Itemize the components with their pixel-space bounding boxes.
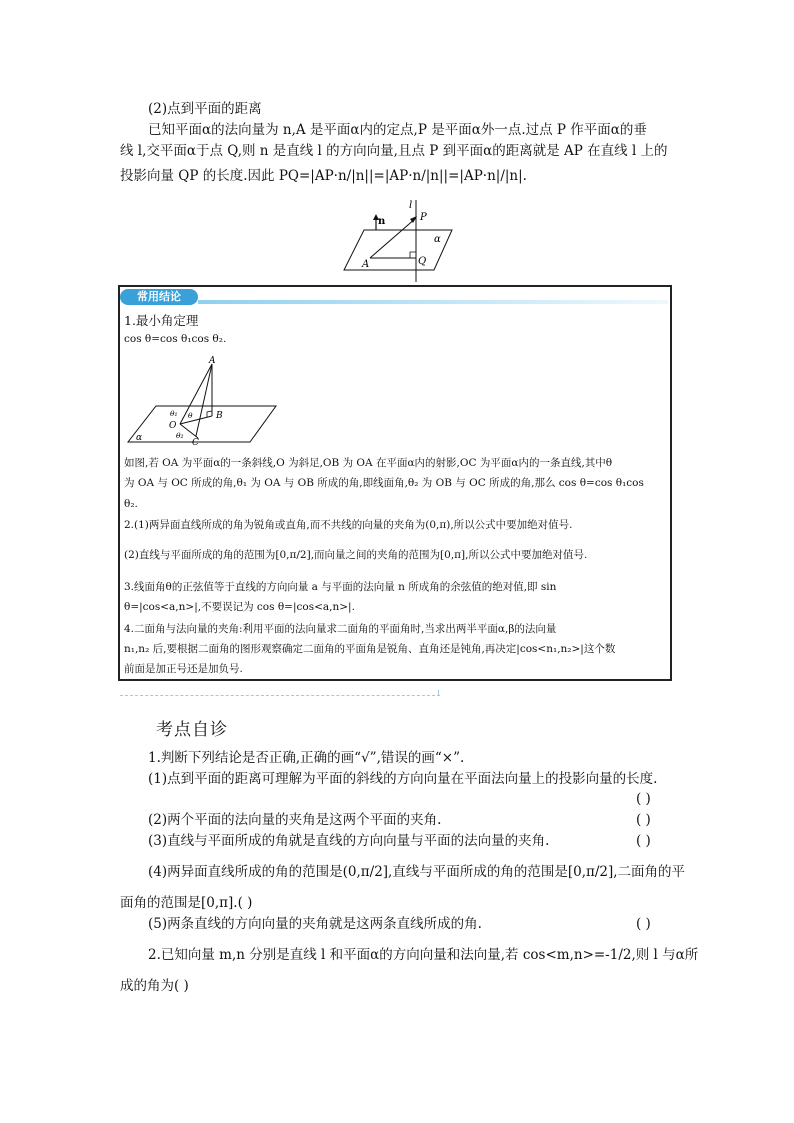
label-theta: θ bbox=[188, 411, 193, 420]
paragraph-line: 投影向量 QP 的长度.因此 PQ=|AP·n/|n||=|AP·n/|n||=|AP·n|/|n|. bbox=[120, 168, 527, 184]
q1-statement-2: (2)两个平面的法向量的夹角是这两个平面的夹角. bbox=[148, 812, 442, 828]
item2a: 2.(1)两异面直线所成的角为锐角或直角,而不共线的向量的夹角为(0,π),所以公式中要加绝对值号. bbox=[124, 519, 573, 531]
label-p: P bbox=[420, 212, 427, 223]
item3-line: θ=|cos<a,n>|,不要误记为 cos θ=|cos<a,n>|. bbox=[124, 601, 355, 613]
answer-blank[interactable]: ( ) bbox=[636, 791, 651, 807]
q2-line[interactable]: 成的角为( ) bbox=[120, 978, 189, 994]
label-b: B bbox=[216, 411, 223, 421]
label-c: C bbox=[192, 438, 199, 448]
label-theta1: θ₁ bbox=[170, 409, 178, 418]
section2-title: 考点自诊 bbox=[156, 720, 228, 740]
label-o: O bbox=[169, 421, 177, 431]
point-plane-figure bbox=[340, 196, 460, 286]
conclusions-badge: 常用结论 bbox=[120, 289, 198, 305]
item1-line: 如图,若 OA 为平面α的一条斜线,O 为斜足,OB 为 OA 在平面α内的射影,OC 为平面α内的一条直线,其中θ bbox=[124, 457, 613, 469]
answer-blank[interactable]: ( ) bbox=[636, 812, 651, 828]
item1-line: 为 OA 与 OC 所成的角,θ₁ 为 OA 与 OB 所成的角,即线面角,θ₂ 为 OB 与 OC 所成的角,那么 cos θ=cos θ₁cos bbox=[124, 477, 644, 489]
q1-stem: 1.判断下列结论是否正确,正确的画“√”,错误的画“×”. bbox=[148, 750, 465, 766]
label-a: A bbox=[209, 356, 216, 366]
label-l: l bbox=[409, 200, 413, 211]
q1-statement-1: (1)点到平面的距离可理解为平面的斜线的方向向量在平面法向量上的投影向量的长度. bbox=[148, 771, 658, 787]
label-a: A bbox=[362, 259, 370, 270]
item4-line: n₁,n₂ 后,要根据二面角的图形观察确定二面角的平面角是锐角、直角还是钝角,再决定|cos<n₁,n₂>|这个数 bbox=[124, 643, 616, 655]
item1-title: 1.最小角定理 bbox=[124, 313, 199, 328]
label-theta2: θ₂ bbox=[176, 431, 184, 440]
label-q: Q bbox=[418, 256, 427, 267]
paragraph-line: 线 l,交平面α于点 Q,则 n 是直线 l 的方向向量,且点 P 到平面α的距离就是 AP 在直线 l 上的 bbox=[120, 143, 668, 159]
answer-blank[interactable]: ( ) bbox=[636, 916, 651, 932]
item4-line: 前面是加正号还是加负号. bbox=[124, 663, 243, 675]
label-n: n bbox=[378, 216, 386, 227]
q1-statement-4-cont[interactable]: 面角的范围是[0,π].( ) bbox=[120, 895, 253, 911]
label-alpha: α bbox=[136, 433, 143, 443]
label-alpha: α bbox=[434, 234, 441, 245]
q2-line: 2.已知向量 m,n 分别是直线 l 和平面α的方向向量和法向量,若 cos<m,n>=-1/2,则 l 与α所 bbox=[148, 947, 699, 963]
q1-statement-3: (3)直线与平面所成的角就是直线的方向向量与平面的法向量的夹角. bbox=[148, 833, 550, 849]
badge-bar bbox=[198, 300, 668, 304]
item3-line: 3.线面角θ的正弦值等于直线的方向向量 a 与平面的法向量 n 所成角的余弦值的绝对值,即 sin bbox=[124, 581, 557, 593]
dotted-divider-end bbox=[438, 690, 439, 696]
item2b: (2)直线与平面所成的角的范围为[0,π/2],而向量之间的夹角的范围为[0,π],所以公式中要加绝对值号. bbox=[124, 549, 588, 561]
item1-formula: cos θ=cos θ₁cos θ₂. bbox=[124, 333, 227, 345]
q1-statement-5: (5)两条直线的方向向量的夹角就是这两条直线所成的角. bbox=[148, 916, 482, 932]
section-heading: (2)点到平面的距离 bbox=[148, 101, 262, 117]
item1-line: θ₂. bbox=[124, 498, 138, 510]
paragraph-line: 已知平面α的法向量为 n,A 是平面α内的定点,P 是平面α外一点.过点 P 作平面α的垂 bbox=[148, 122, 647, 138]
dotted-divider bbox=[120, 695, 440, 696]
min-angle-figure bbox=[124, 352, 284, 448]
q1-statement-4: (4)两异面直线所成的角的范围是(0,π/2],直线与平面所成的角的范围是[0,π/2],二面角的平 bbox=[148, 864, 686, 880]
answer-blank[interactable]: ( ) bbox=[636, 833, 651, 849]
item4-line: 4.二面角与法向量的夹角:利用平面的法向量求二面角的平面角时,当求出两半平面α,β的法向量 bbox=[124, 623, 557, 635]
